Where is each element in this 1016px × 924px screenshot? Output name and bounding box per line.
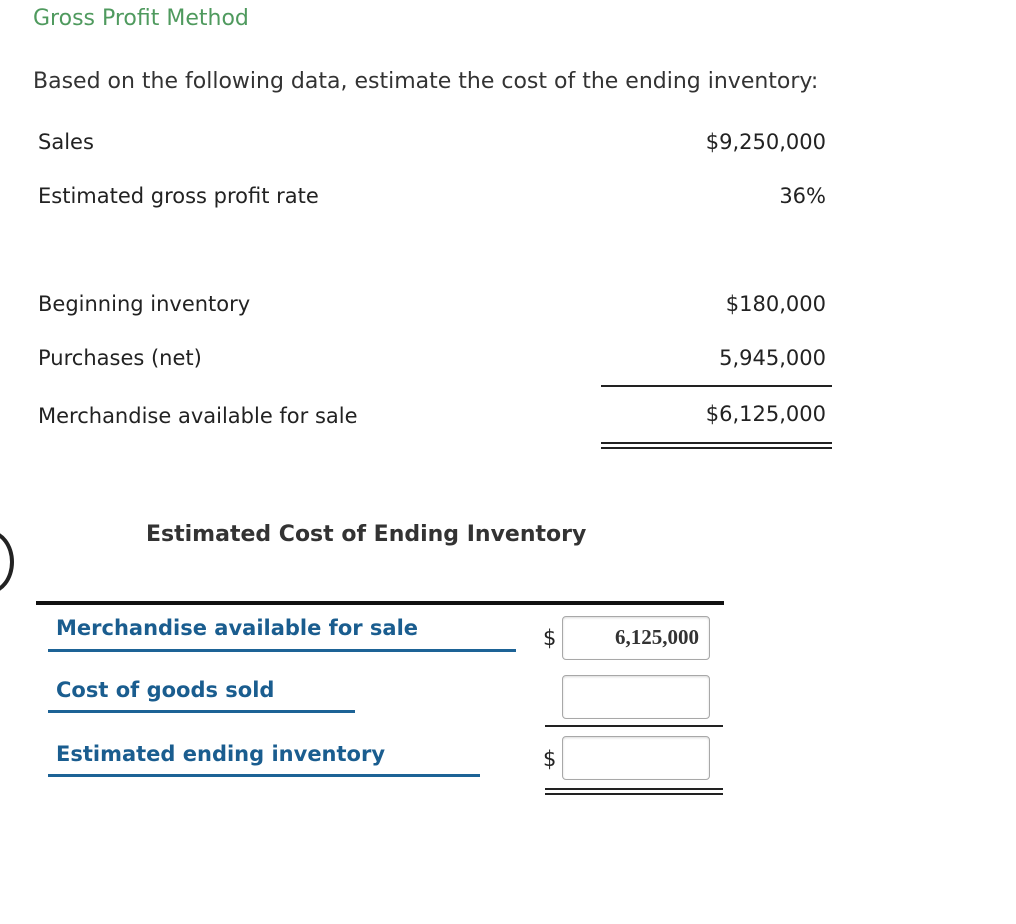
cost-of-goods-sold-input[interactable] bbox=[562, 675, 710, 719]
merchandise-available-input[interactable]: 6,125,000 bbox=[562, 616, 710, 660]
row-label-estimated-ending-inventory[interactable]: Estimated ending inventory bbox=[56, 742, 386, 766]
sales-label: Sales bbox=[38, 130, 94, 154]
gross-profit-rate-label: Estimated gross profit rate bbox=[38, 184, 319, 208]
gross-profit-rate-value: 36% bbox=[779, 184, 826, 208]
row-underline bbox=[48, 710, 355, 713]
row-underline bbox=[48, 649, 516, 652]
row-label-merchandise-available[interactable]: Merchandise available for sale bbox=[56, 616, 419, 640]
currency-symbol: $ bbox=[543, 747, 557, 771]
beginning-inventory-label: Beginning inventory bbox=[38, 292, 251, 316]
purchases-value: 5,945,000 bbox=[719, 346, 826, 370]
beginning-inventory-value: $180,000 bbox=[725, 292, 826, 316]
section-title: Estimated Cost of Ending Inventory bbox=[146, 522, 587, 547]
currency-symbol: $ bbox=[543, 626, 557, 650]
table-total-double-rule bbox=[545, 788, 723, 795]
sales-value: $9,250,000 bbox=[705, 130, 826, 154]
table-subtotal-rule bbox=[545, 725, 723, 727]
page-title: Gross Profit Method bbox=[33, 6, 249, 31]
table-top-rule bbox=[36, 601, 724, 605]
merchandise-available-value: $6,125,000 bbox=[705, 402, 826, 426]
estimated-ending-inventory-input[interactable] bbox=[562, 736, 710, 780]
row-label-cost-of-goods-sold[interactable]: Cost of goods sold bbox=[56, 678, 275, 702]
left-edge-arc bbox=[0, 530, 14, 594]
merchandise-available-label: Merchandise available for sale bbox=[38, 404, 358, 428]
total-double-rule bbox=[601, 442, 832, 449]
subtotal-rule bbox=[601, 385, 832, 387]
purchases-label: Purchases (net) bbox=[38, 346, 202, 370]
row-underline bbox=[48, 774, 480, 777]
instruction-text: Based on the following data, estimate the cost of the ending inventory: bbox=[33, 69, 819, 94]
